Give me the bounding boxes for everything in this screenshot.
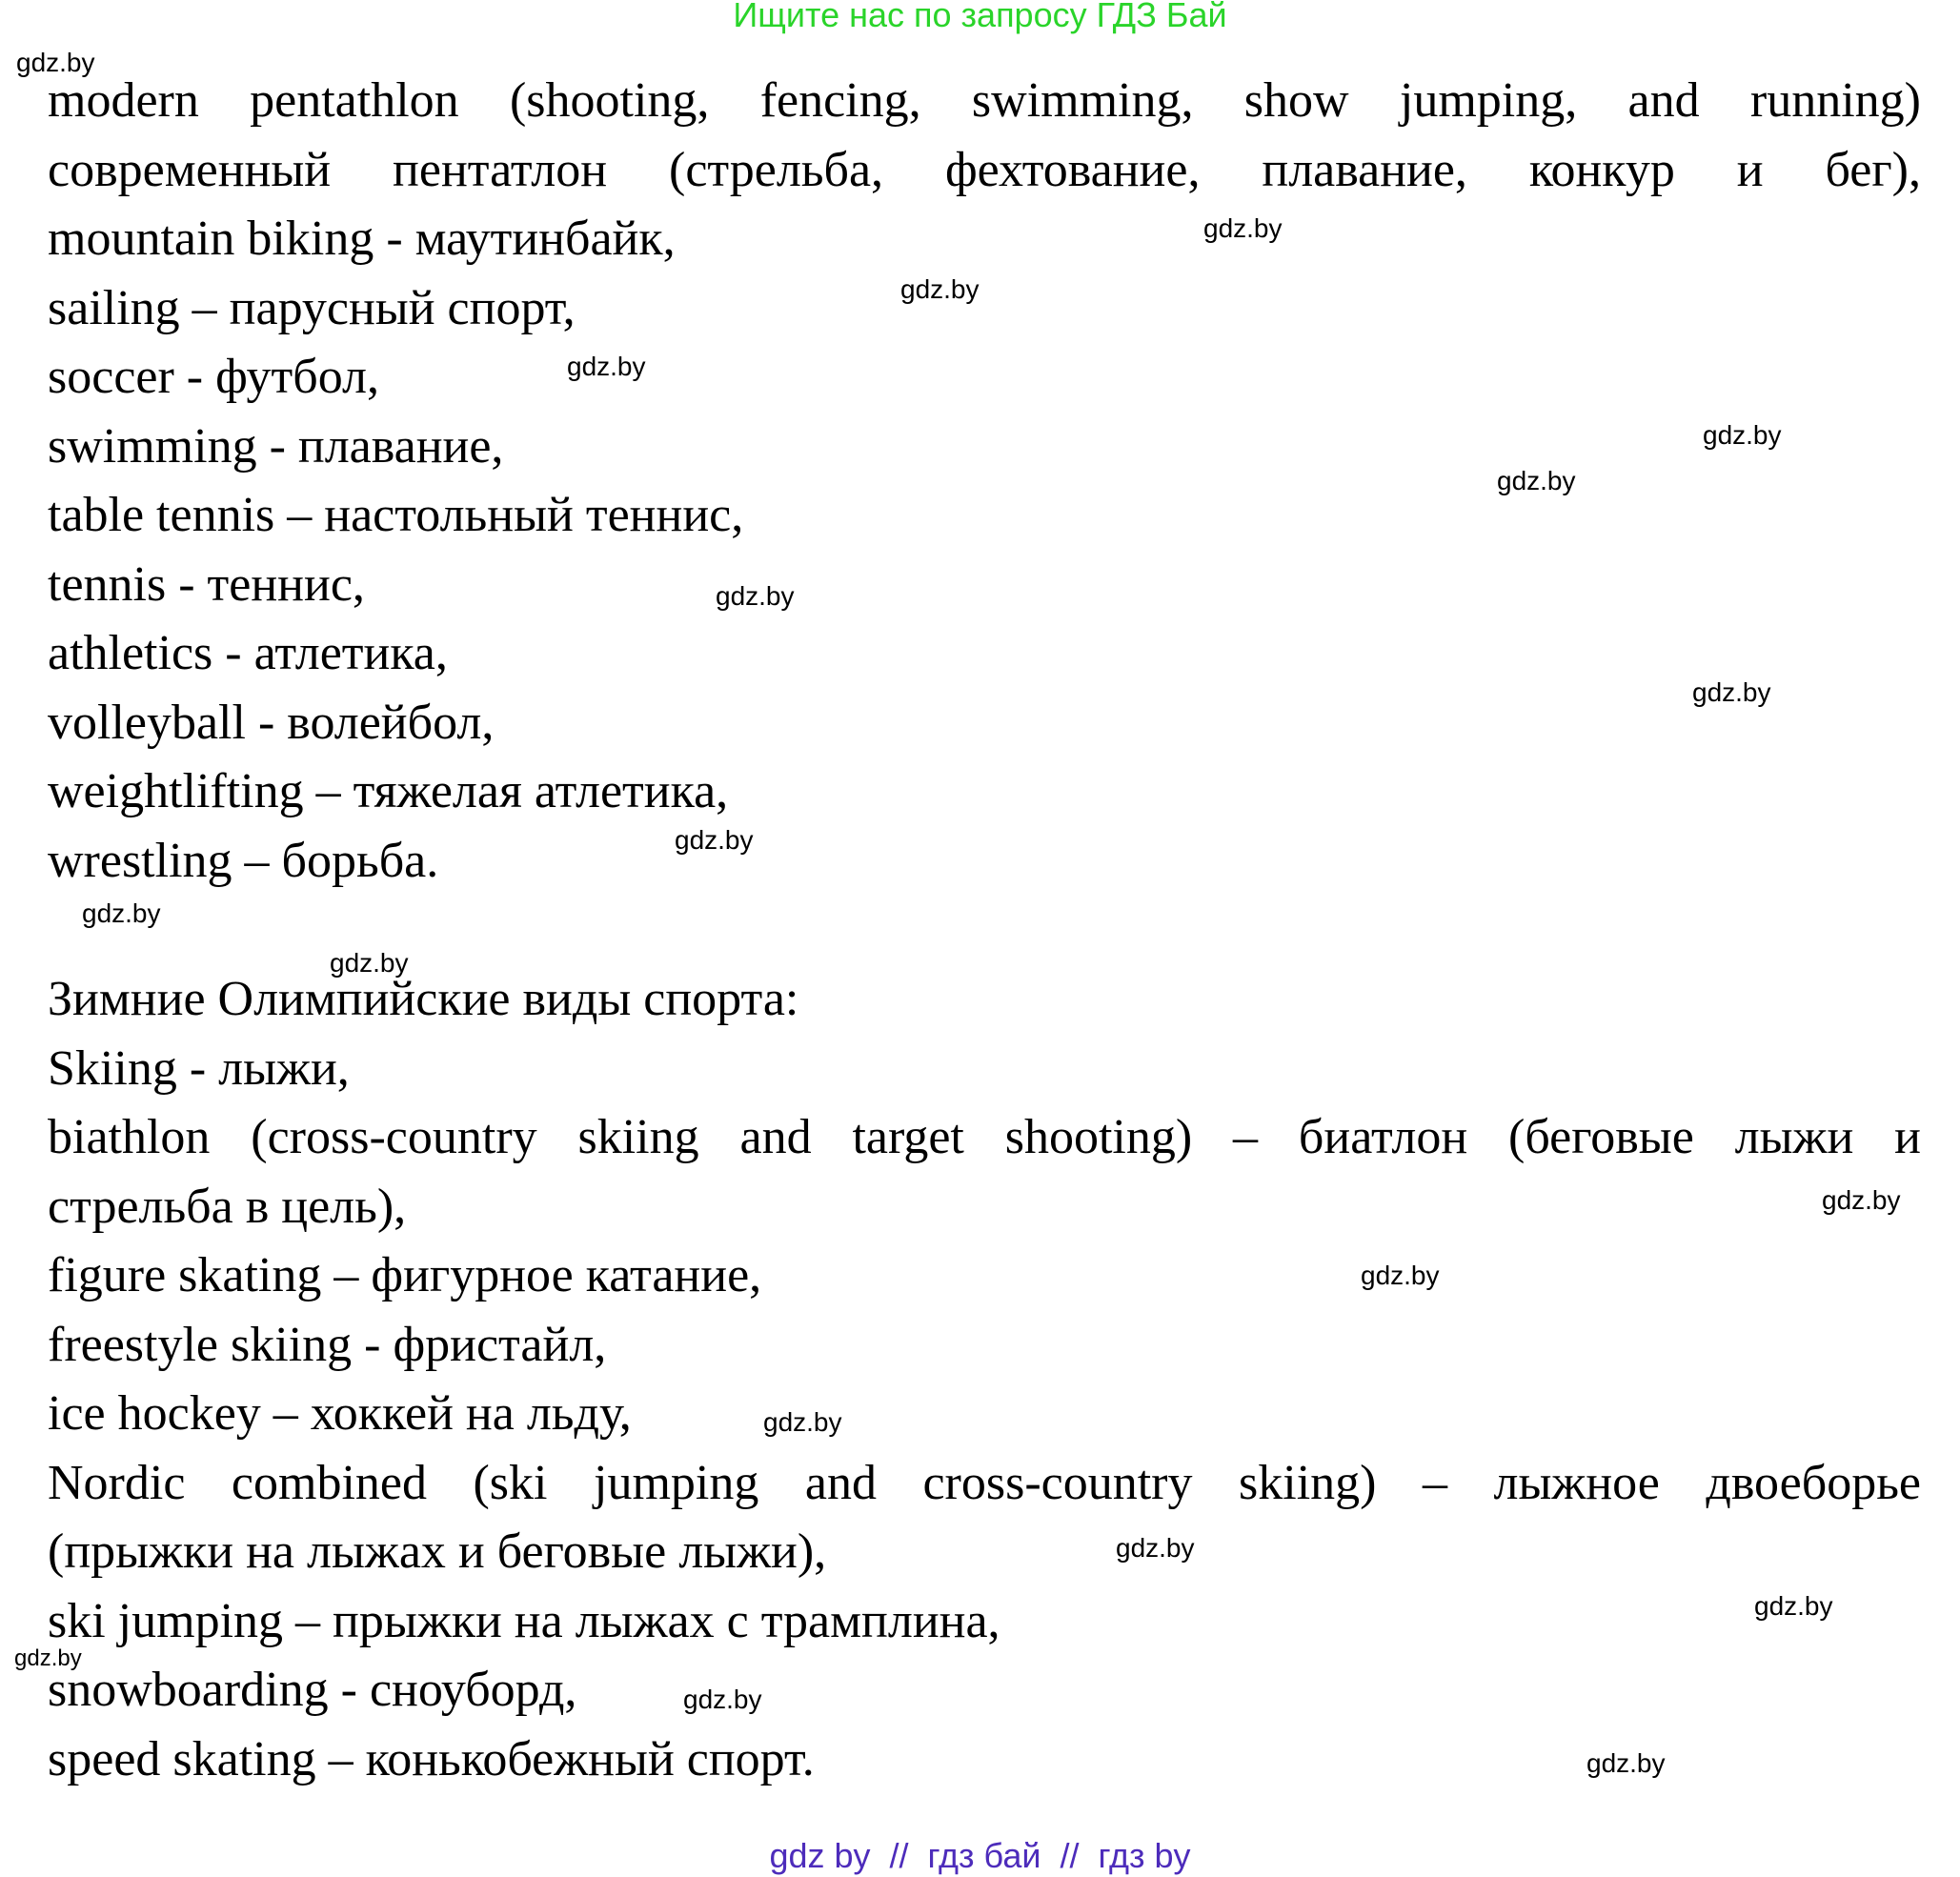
winter-line-11: speed skating – конькобежный спорт. bbox=[48, 1732, 815, 1786]
watermark: gdz.by bbox=[1586, 1748, 1666, 1778]
watermark: gdz.by bbox=[1692, 677, 1771, 707]
winter-line-9: ski jumping – прыжки на лыжах с трамплина, bbox=[48, 1594, 1000, 1648]
summer-line-9: athletics - атлетика, bbox=[48, 626, 448, 680]
winter-line-8: (прыжки на лыжах и беговые лыжи), bbox=[48, 1524, 827, 1579]
watermark: gdz.by bbox=[1822, 1185, 1901, 1215]
winter-heading: Зимние Олимпийские виды спорта: bbox=[48, 972, 799, 1026]
watermark: gdz.by bbox=[82, 898, 161, 928]
summer-line-6: swimming - плавание, bbox=[48, 419, 504, 474]
watermark: gdz.by bbox=[683, 1685, 762, 1714]
watermark: gdz.by bbox=[567, 352, 646, 381]
summer-line-1: modern pentathlon (shooting, fencing, swimming, show jumping, and running) bbox=[48, 73, 1921, 128]
watermark: gdz.by bbox=[900, 274, 980, 304]
summer-line-3: mountain biking - маутинбайк, bbox=[48, 212, 676, 266]
watermark: gdz.by bbox=[1361, 1261, 1440, 1290]
watermark: gdz.by bbox=[1497, 466, 1576, 495]
summer-line-10: volleyball - волейбол, bbox=[48, 696, 495, 750]
watermark: gdz.by bbox=[716, 581, 795, 611]
summer-line-8: tennis - теннис, bbox=[48, 557, 365, 612]
winter-line-1: Skiing - лыжи, bbox=[48, 1041, 350, 1096]
watermark: gdz.by bbox=[16, 48, 95, 77]
winter-line-7: Nordic combined (ski jumping and cross-country skiing) – лыжное двоеборье bbox=[48, 1456, 1921, 1510]
summer-line-12: wrestling – борьба. bbox=[48, 834, 439, 888]
summer-line-4: sailing – парусный спорт, bbox=[48, 281, 576, 335]
summer-line-5: soccer - футбол, bbox=[48, 350, 379, 404]
summer-line-7: table tennis – настольный теннис, bbox=[48, 488, 744, 542]
watermark: gdz.by bbox=[1116, 1533, 1195, 1563]
watermark: gdz.by bbox=[675, 825, 754, 855]
watermark: gdz.by bbox=[330, 948, 409, 978]
watermark: gdz.by bbox=[1754, 1591, 1833, 1621]
winter-line-10: snowboarding - сноуборд, bbox=[48, 1663, 577, 1717]
summer-line-11: weightlifting – тяжелая атлетика, bbox=[48, 764, 729, 818]
footer-text: gdz by // гдз бай // гдз by bbox=[769, 1836, 1191, 1875]
top-banner: Ищите нас по запросу ГДЗ Бай bbox=[733, 0, 1227, 34]
winter-line-5: freestyle skiing - фристайл, bbox=[48, 1318, 607, 1372]
winter-line-3: стрельба в цель), bbox=[48, 1180, 407, 1234]
watermark: gdz.by bbox=[1203, 213, 1283, 243]
watermark: gdz.by bbox=[14, 1645, 82, 1671]
winter-line-6: ice hockey – хоккей на льду, bbox=[48, 1386, 632, 1441]
watermark: gdz.by bbox=[1703, 420, 1782, 450]
summer-line-2: современный пентатлон (стрельба, фехтование, плавание, конкур и бег), bbox=[48, 143, 1921, 197]
winter-line-4: figure skating – фигурное катание, bbox=[48, 1248, 762, 1302]
winter-line-2: biathlon (cross-country skiing and target shooting) – биатлон (беговые лыжи и bbox=[48, 1110, 1921, 1164]
watermark: gdz.by bbox=[763, 1407, 842, 1437]
